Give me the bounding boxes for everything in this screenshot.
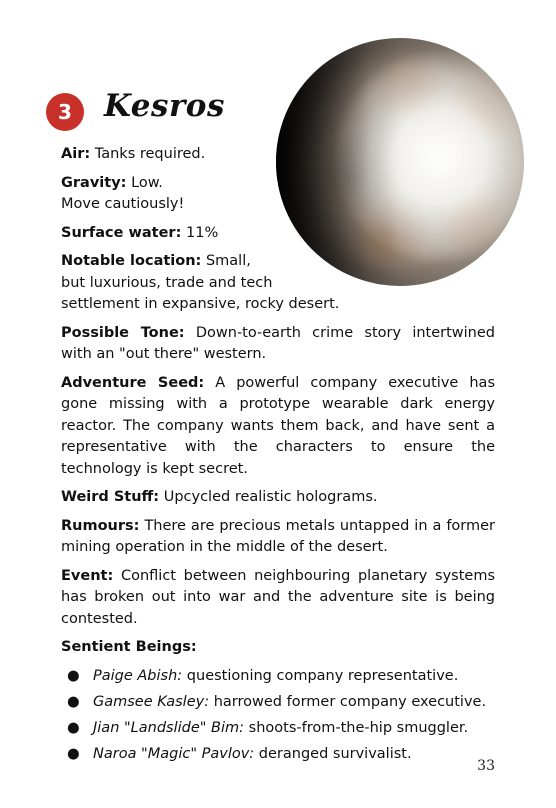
- gravity-entry: [61, 173, 495, 216]
- entry-number-badge: 3: [46, 93, 84, 131]
- weird-entry: [61, 487, 495, 509]
- being-name: Naroa "Magic" Pavlov:: [93, 745, 255, 762]
- seed-label: Adventure Seed:: [61, 374, 205, 391]
- list-item: [61, 666, 495, 688]
- list-item: [61, 718, 495, 740]
- seed-text: A powerful company executive has gone missing with a prototype wearable dark energy reactor. The company wants them back, and have sent a representative with the characters to ensure the technology is kept secret.: [61, 374, 495, 477]
- location-label: Notable location:: [61, 253, 202, 269]
- beings-heading: [61, 637, 495, 659]
- gravity-text: Low.: [131, 174, 163, 191]
- water-text: 11%: [186, 224, 219, 241]
- being-desc: shoots-from-the-hip smuggler.: [248, 719, 469, 736]
- rumours-text: There are precious metals untapped in a former mining operation in the middle of the desert.: [61, 517, 496, 555]
- bullet-icon: ●: [67, 719, 80, 736]
- being-name: Gamsee Kasley:: [93, 693, 210, 710]
- air-entry: [61, 144, 495, 166]
- gravity-label: Gravity:: [61, 174, 127, 191]
- being-desc: deranged survivalist.: [258, 745, 412, 762]
- location-text-2: but luxurious, trade and tech: [61, 274, 273, 291]
- list-item: [61, 744, 495, 766]
- air-label: Air:: [61, 146, 91, 162]
- being-name: Jian "Landslide" Bim:: [93, 719, 245, 736]
- page-number: 33: [477, 758, 495, 774]
- weird-label: Weird Stuff:: [61, 489, 160, 505]
- being-name: Paige Abish:: [93, 667, 183, 684]
- rumours-entry: [61, 516, 495, 559]
- location-text: Small,: [205, 253, 251, 269]
- tone-label: Possible Tone:: [61, 324, 185, 341]
- tone-entry: [61, 323, 495, 366]
- bullet-icon: ●: [67, 693, 80, 710]
- water-label: Surface water:: [61, 224, 182, 241]
- page-title: Kesros: [104, 88, 225, 124]
- beings-list: [61, 666, 495, 766]
- event-text: Conflict between neighbouring planetary systems has broken out into war and the adventure site is being contested.: [61, 567, 495, 627]
- event-entry: [61, 566, 495, 631]
- list-item: [61, 692, 495, 714]
- rumours-label: Rumours:: [61, 517, 140, 534]
- location-entry: [61, 251, 495, 316]
- tone-text: Down-to-earth crime story intertwined with an "out there" western.: [61, 324, 496, 362]
- bullet-icon: ●: [67, 745, 80, 762]
- being-desc: questioning company representative.: [186, 667, 459, 684]
- water-entry: [61, 223, 495, 245]
- entry-body: [61, 144, 495, 770]
- weird-text: Upcycled realistic holograms.: [163, 489, 378, 505]
- seed-entry: [61, 373, 495, 481]
- location-text-3: settlement in expansive, rocky desert.: [61, 296, 340, 312]
- being-desc: harrowed former company executive.: [213, 693, 487, 710]
- bullet-icon: ●: [67, 667, 80, 684]
- air-text: Tanks required.: [94, 146, 206, 162]
- beings-label: Sentient Beings:: [61, 639, 197, 655]
- event-label: Event:: [61, 567, 114, 584]
- gravity-text-2: Move cautiously!: [61, 196, 185, 212]
